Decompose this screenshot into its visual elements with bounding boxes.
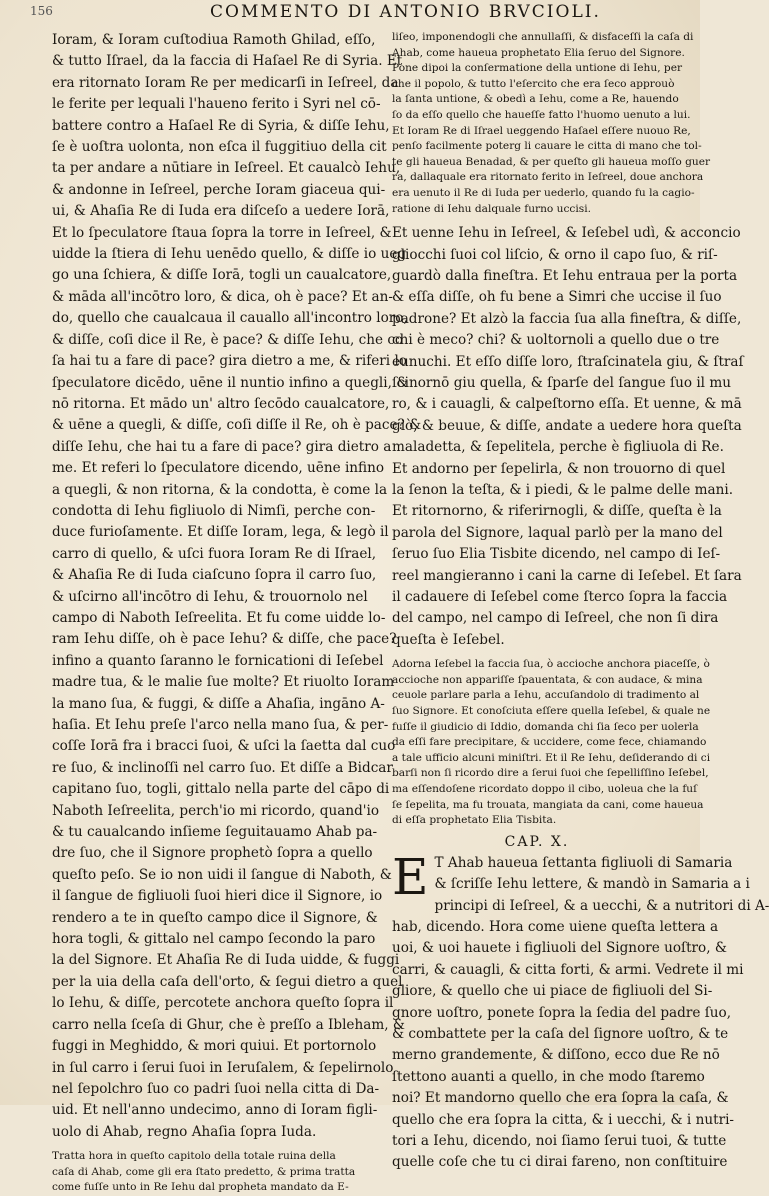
page-number: 156: [30, 4, 53, 18]
text-line: & uēne a quegli, & diſſe, coſi diſſe il Re, oh è pace? &: [52, 417, 422, 434]
text-line: & ſcriſſe Iehu lettere, & mandò in Samaria a i: [434, 876, 750, 893]
text-line: infino a quanto ſaranno le fornicationi di Ieſebel: [52, 652, 384, 669]
text-line: la ſanta untione, & obedì a Iehu, come a Re, hauendo: [392, 93, 679, 106]
text-line: come fuſſe unto in Re Iehu dal propheta mandato da E-: [52, 1181, 349, 1194]
text-line: la del Signore. Et Ahaſia Re di Iuda uidde, & fuggi: [52, 952, 400, 969]
text-line: Et lo ſpeculatore ſtaua ſopra la torre in Ieſreel, &: [52, 224, 392, 241]
text-line: da eſſi fare precipitare, & uccidere, come fece, chiamando: [392, 736, 707, 749]
text-line: nō ritorna. Et mādo un' altro ſecōdo caualcatore,: [52, 395, 390, 412]
text-line: hab, dicendo. Hora come uiene queſta lettera a: [392, 919, 719, 935]
text-line: uolo di Ahab, regno Ahaſia ſopra Iuda.: [52, 1123, 317, 1140]
text-line: ſe è uoſtra uolonta, non eſca il fuggitiuo della cit: [52, 139, 387, 156]
text-line: ſeruo ſuo Elia Tisbite dicendo, nel campo di Ieſ-: [392, 546, 721, 563]
text-line: gliore, & quello che ui piace de figliuoli del Si-: [392, 983, 713, 1000]
text-line: & uſcirno all'incōtro di Iehu, & trouornolo nel: [52, 588, 368, 605]
text-line: do, quello che caualcaua il cauallo all'incontro loro,: [52, 310, 408, 327]
text-line: ſe ſepelita, ma fu trouata, mangiata da cani, come haueua: [392, 798, 704, 811]
text-line: ſa hai tu a fare di pace? gira dietro a me, & riferi lo: [52, 353, 407, 370]
text-line: uid. Et nell'anno undecimo, anno di Ioram figli-: [52, 1102, 378, 1119]
text-line: ratione di Iehu dalquale furno uccisi.: [392, 202, 591, 215]
text-line: haſia. Et Iehu preſe l'arco nella mano ſua, & per-: [52, 717, 389, 733]
text-line: del campo, nel campo di Ieſreel, che non ſi dira: [392, 610, 719, 627]
text-line: hora togli, & gittalo nel campo ſecondo la paro: [52, 931, 376, 948]
text-line: accioche non appariſſe ſpauentata, & con audace, & mina: [392, 673, 703, 686]
text-line: ſcinornō giu quella, & ſparſe del ſangue ſuo il mu: [392, 374, 731, 391]
drop-cap-lines: [392, 853, 750, 896]
running-header: COMMENTO DI ANTONIO BRVCIOLI.: [210, 2, 601, 22]
text-line: la ſenon la teſta, & i piedi, & le palme delle mani.: [392, 482, 734, 498]
chapter-heading: CAP. X.: [504, 833, 570, 850]
text-line: ſpeculatore dicēdo, uēne il nuntio infino a quegli, &: [52, 374, 409, 391]
text-line: Et andorno per ſepelirla, & non trouorno di quel: [392, 460, 726, 477]
right-commentary-top: [392, 30, 711, 217]
text-line: coſſe Iorā fra i bracci ſuoi, & uſci la ſaetta dal cuo: [52, 738, 396, 755]
text-line: ſuo Signore. Et conoſciuta eſſere quella Ieſebel, & quale ne: [392, 705, 711, 718]
text-line: tori a Iehu, dicendo, noi ſiamo ſerui tuoi, & tutte: [392, 1133, 727, 1150]
text-line: ma eſſendoſene ricordato doppo il cibo, uoleua che la fuſ: [392, 783, 697, 795]
text-line: & māda all'incōtro loro, & dica, oh è pace? Et an-: [52, 288, 393, 305]
text-line: in ſul carro i ſerui ſuoi in Ieruſalem, & ſepelirnolo: [52, 1059, 394, 1076]
text-line: padrone? Et alzò la faccia ſua alla fineſtra, & diſſe,: [392, 310, 742, 327]
text-line: battere contro a Haſael Re di Syria, & diſſe Iehu,: [52, 117, 390, 134]
text-line: fuggi in Meghiddo, & mori quiui. Et portornolo: [52, 1038, 377, 1055]
left-column: [52, 30, 422, 1194]
right-main-text: [392, 223, 744, 651]
text-line: me. Et referi lo ſpeculatore dicendo, uēne infino: [52, 460, 385, 477]
text-line: lo Iehu, & diſſe, percotete anchora queſto ſopra il: [52, 995, 394, 1012]
text-line: reel mangieranno i cani la carne di Ieſebel. Et ſara: [392, 567, 742, 584]
text-line: queſta è Ieſebel.: [392, 631, 505, 648]
text-line: & eſſa diſſe, oh fu bene a Simri che uccise il ſuo: [392, 289, 722, 306]
drop-cap-initial: E: [392, 847, 429, 906]
text-line: per la uia della caſa dell'orto, & ſegui dietro a quel: [52, 973, 403, 990]
text-line: era ritornato Ioram Re per medicarſi in Ieſreel, da: [52, 74, 399, 91]
text-line: carro nella ſceſa di Ghur, che è preſſo a Ibleham, &: [52, 1016, 405, 1033]
text-line: ro, & i cauagli, & calpeſtorno eſſa. Et uenne, & mā: [392, 396, 742, 413]
text-line: ta per andare a nūtiare in Ieſreel. Et caualcò Iehu,: [52, 160, 401, 177]
text-line: di eſſa prophetato Elia Tisbita.: [392, 814, 557, 827]
text-line: fuſſe il giudicio di Iddio, domanda chi ſia ſeco per uolerla: [392, 720, 699, 733]
text-line: Pone dipoi la conſermatione della untione di Iehu, per: [392, 62, 683, 75]
text-line: principi di Ieſreel, & a uecchi, & a nutritori di A-: [434, 897, 769, 914]
text-line: che il popolo, & tutto l'eſercito che era ſeco approuò: [392, 77, 675, 90]
right-column: [392, 30, 769, 1171]
text-line: Naboth Ieſreelita, perch'io mi ricordo, quand'io: [52, 802, 380, 819]
text-line: caſa di Ahab, come gli era ſtato predetto, & prima tratta: [52, 1165, 356, 1178]
text-line: carri, & cauagli, & citta forti, & armi. Vedrete il mi: [392, 961, 744, 978]
chapter-opening: [392, 847, 750, 906]
text-line: ram Iehu diſſe, oh è pace Iehu? & diſſe, che pace?: [52, 631, 397, 648]
text-line: chi è meco? chi? & uoltornoli a quello due o tre: [392, 332, 720, 349]
left-main-text: [52, 30, 422, 1143]
text-line: merno grandemente, & diſſono, ecco due Re nō: [392, 1047, 720, 1064]
text-line: & tu caualcando inſieme ſeguitauamo Ahab pa-: [52, 824, 378, 841]
text-line: la mano ſua, & fuggi, & diſſe a Ahaſia, ingāno A-: [52, 695, 385, 712]
text-line: Adorna Ieſebel la faccia ſua, ò accioche anchora piaceſſe, ò: [392, 658, 710, 671]
text-line: ceuole parlare parla a Iehu, accuſandolo di tradimento al: [392, 689, 700, 702]
text-line: ui, & Ahaſia Re di Iuda era diſceſo a uedere Iorā,: [52, 203, 390, 220]
text-line: noi? Et mandorno quello che era ſopra la caſa, &: [392, 1090, 729, 1107]
text-line: & tutto Iſrael, da la faccia di Haſael Re di Syria. Et: [52, 53, 403, 70]
text-line: le ferite per lequali l'haueno ferito i Syri nel cō-: [52, 96, 381, 113]
text-line: il ſangue de figliuoli ſuoi hieri dice il Signore, io: [52, 888, 383, 905]
text-line: queſto peſo. Se io non uidi il ſangue di Naboth, &: [52, 866, 392, 883]
text-line: capitano ſuo, togli, gittalo nella parte del cāpo di: [52, 781, 390, 798]
text-line: quello che era ſopra la citta, & i uecchi, & i nutri-: [392, 1111, 735, 1128]
text-line: & andonne in Ieſreel, perche Ioram giaceua qui-: [52, 181, 386, 198]
text-line: a quegli, & non ritorna, & la condotta, è come la: [52, 481, 388, 498]
text-line: penſo facilmente poterg li cauare le citta di mano che tol-: [392, 140, 702, 153]
text-line: rendero a te in queſto campo dice il Signore, &: [52, 909, 378, 926]
text-line: madre tua, & le malie ſue molte? Et riuolto Ioram: [52, 674, 395, 691]
text-line: Ioram, & Ioram cuſtodiua Ramoth Ghilad, eſſo,: [52, 32, 376, 48]
text-line: guardò dalla fineſtra. Et Iehu entraua per la porta: [392, 267, 738, 284]
text-line: T Ahab haueua ſettanta figliuoli di Samaria: [434, 854, 733, 871]
text-line: eunuchi. Et eſſo diſſe loro, ſtraſcinatela giu, & ſtraſ: [392, 353, 744, 370]
text-line: ſo da eſſo quello che haueſſe fatto l'huomo uenuto a lui.: [392, 108, 691, 121]
text-line: Et uenne Iehu in Ieſreel, & Ieſebel udì, & acconcio: [392, 225, 741, 242]
right-commentary-middle: [392, 657, 711, 829]
text-line: te gli haueua Benadad, & per queſto gli haueua moſſo guer: [392, 155, 711, 168]
text-line: era uenuto il Re di Iuda per uederlo, quando fu la cagio-: [392, 186, 695, 199]
left-commentary: [52, 1149, 370, 1196]
text-line: carro di quello, & uſci fuora Ioram Re di Iſrael,: [52, 545, 377, 562]
text-line: & combattete per la caſa del ſignore uoſtro, & te: [392, 1026, 729, 1043]
text-line: uoi, & uoi hauete i figliuoli del Signore uoſtro, &: [392, 940, 727, 957]
text-line: a tale ufficio alcuni miniſtri. Et il Re Iehu, deſiderando di ci: [392, 751, 711, 764]
text-line: uidde la ſtiera di Iehu uenēdo quello, & diſſe io ueg: [52, 246, 407, 263]
text-line: Tratta hora in queſto capitolo della totale ruina della: [52, 1150, 336, 1163]
text-line: nel ſepolchro ſuo co padri ſuoi nella citta di Da-: [52, 1080, 380, 1097]
text-line: liſeo, imponendogli che annullaſſi, & disfaceſſi la caſa di: [392, 31, 694, 43]
text-line: & diſſe, coſi dice il Re, è pace? & diſſe Iehu, che co: [52, 331, 404, 348]
text-line: re ſuo, & inclinoſſi nel carro ſuo. Et diſſe a Bidcar: [52, 759, 393, 776]
text-line: quelle coſe che tu ci dirai fareno, non conſtituire: [392, 1154, 728, 1171]
text-line: ſtettono auanti a quello, in che modo ſtaremo: [392, 1068, 705, 1085]
text-line: Et ritornorno, & riferirnogli, & diſſe, queſta è la: [392, 503, 722, 520]
text-line: dre ſuo, che il Signore prophetò ſopra a quello: [52, 845, 373, 862]
text-line: & Ahaſia Re di Iuda ciaſcuno ſopra il carro ſuo,: [52, 567, 377, 584]
text-line: Ahab, come haueua prophetato Elia ſeruo del Signore.: [392, 46, 685, 59]
text-line: gnore uoſtro, ponete ſopra la ſedia del padre ſuo,: [392, 1004, 732, 1021]
text-line: diſſe Iehu, che hai tu a fare di pace? gira dietro a: [52, 438, 392, 455]
text-line: gliocchi ſuoi col liſcio, & orno il capo ſuo, & riſ-: [392, 246, 718, 263]
text-line: il cadauere di Ieſebel come ſterco ſopra la faccia: [392, 589, 728, 606]
text-line: maladetta, & ſepelitela, perche è figliuola di Re.: [392, 439, 724, 456]
text-line: duce furioſamente. Et diſſe Ioram, lega, & legò il: [52, 524, 389, 541]
right-main-text-continued: [392, 896, 769, 1174]
text-line: Et Ioram Re di Iſrael ueggendo Haſael eſſere nuouo Re,: [392, 124, 691, 137]
text-line: barſi non ſi ricordo dire a ſerui ſuoi che ſepelliſſino Ieſebel,: [392, 767, 709, 780]
text-line: campo di Naboth Ieſreelita. Et fu come uidde lo-: [52, 609, 386, 626]
text-line: giò, & beuue, & diſſe, andate a uedere hora queſta: [392, 417, 742, 434]
text-line: condotta di Iehu figliuolo di Nimſi, perche con-: [52, 502, 376, 519]
text-line: parola del Signore, laqual parlò per la mano del: [392, 524, 723, 541]
text-line: go una ſchiera, & diſſe Iorā, togli un caualcatore,: [52, 267, 392, 284]
text-line: ra, dallaquale era ritornato ferito in Ieſreel, doue anchora: [392, 171, 704, 184]
